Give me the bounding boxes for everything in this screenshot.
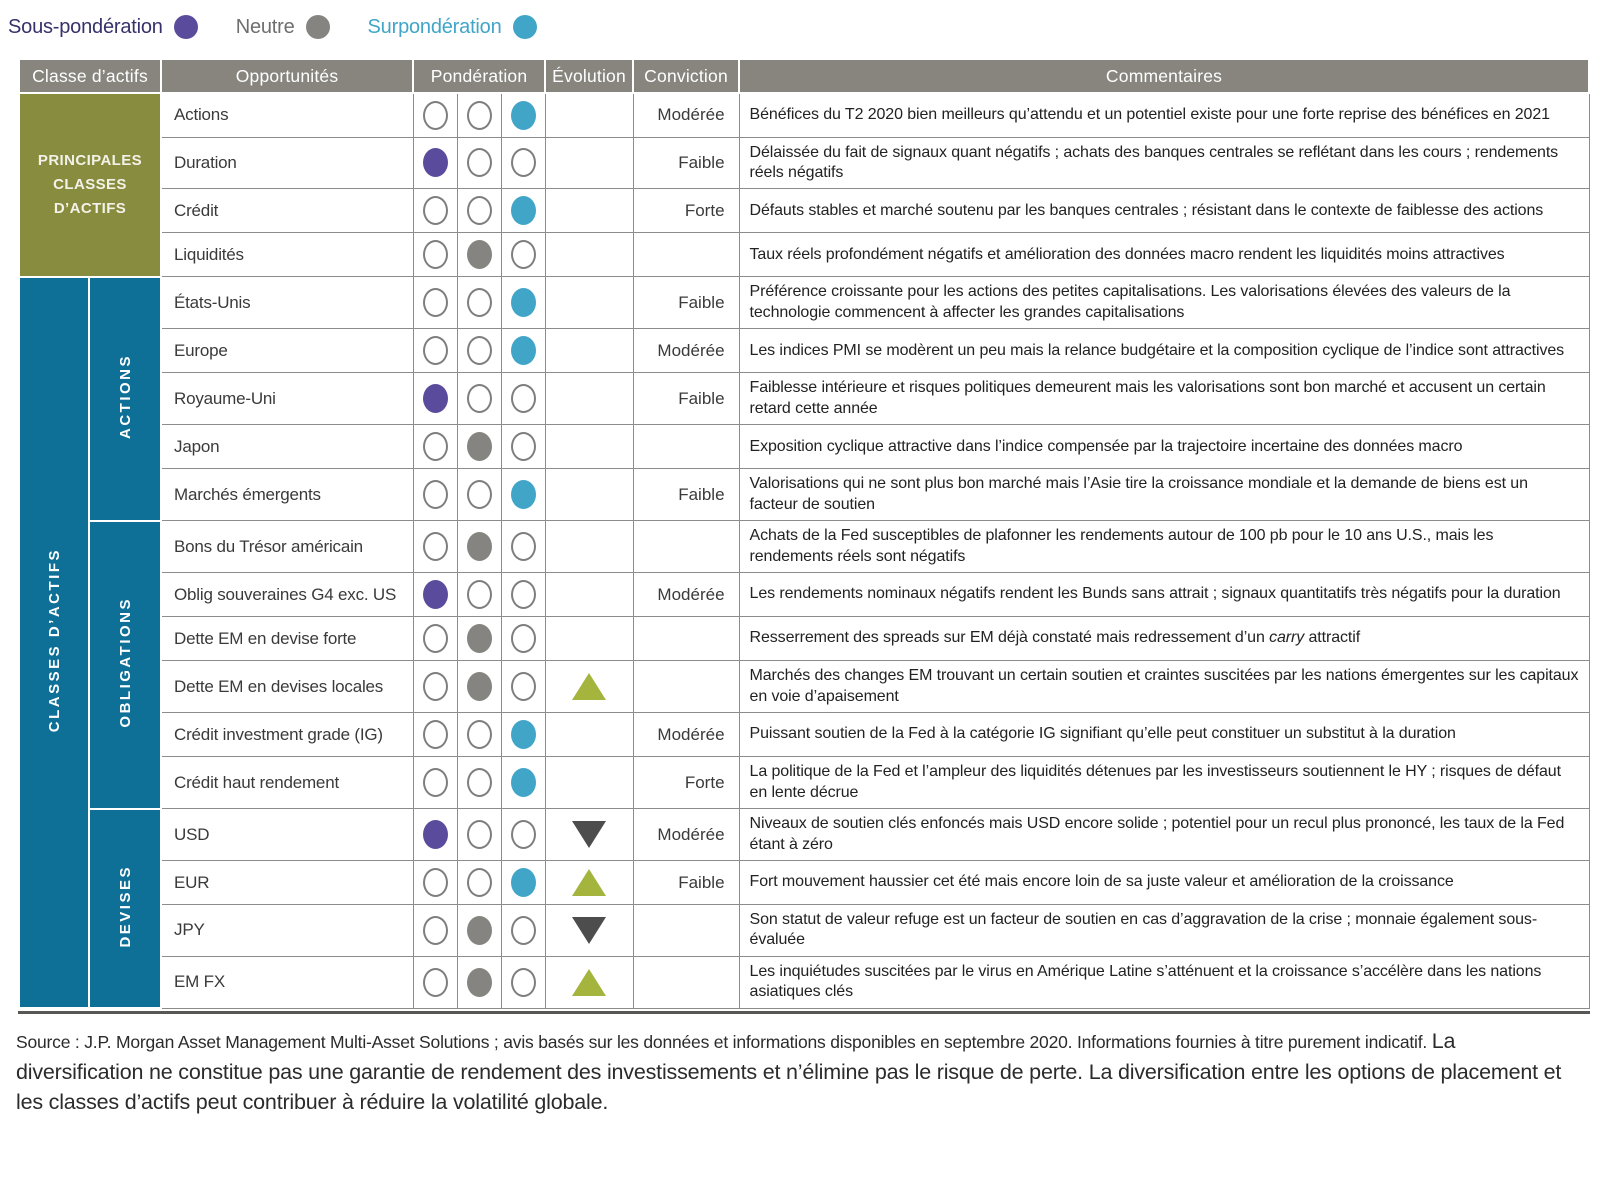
group-actions <box>89 277 161 521</box>
table-row <box>19 861 1589 905</box>
opportunity-label: Europe <box>161 329 413 373</box>
conviction-cell: Modérée <box>633 329 739 373</box>
table-bottom-rule <box>18 1011 1590 1014</box>
comment-cell: Niveaux de soutien clés enfoncés mais USD encore solide ; potentiel pour un recul plus prononcé, les taux de la Fed étant à zéro <box>739 809 1589 861</box>
under-weight-dot-icon <box>423 768 448 797</box>
table-row <box>19 573 1589 617</box>
weight-cell-neutral <box>457 521 501 573</box>
under-weight-dot-icon <box>423 624 448 653</box>
table-row <box>19 137 1589 189</box>
weight-cell-over <box>501 809 545 861</box>
opportunity-label: Bons du Trésor américain <box>161 521 413 573</box>
conviction-cell: Modérée <box>633 93 739 137</box>
weight-cell-under <box>413 425 457 469</box>
weight-cell-over <box>501 521 545 573</box>
weight-cell-over <box>501 661 545 713</box>
neutral-weight-dot-icon <box>467 532 492 561</box>
neutral-weight-dot-icon <box>467 432 492 461</box>
down-arrow-icon <box>572 821 606 848</box>
table-row <box>19 713 1589 757</box>
legend-item-under <box>8 15 198 39</box>
table-row <box>19 373 1589 425</box>
neutral-weight-dot-icon <box>467 720 492 749</box>
conviction-cell <box>633 521 739 573</box>
weight-cell-under <box>413 521 457 573</box>
neutral-weight-dot-icon <box>467 240 492 269</box>
neutral-weight-dot-icon <box>467 916 492 945</box>
weight-cell-over <box>501 617 545 661</box>
neutral-weight-dot-icon <box>467 480 492 509</box>
up-arrow-icon <box>572 869 606 896</box>
under-weight-dot-icon <box>423 432 448 461</box>
weight-cell-over <box>501 905 545 957</box>
comment-cell: Exposition cyclique attractive dans l’indice compensée par la trajectoire incertaine des données macro <box>739 425 1589 469</box>
conviction-cell: Forte <box>633 757 739 809</box>
under-weight-dot-icon <box>423 240 448 269</box>
over-weight-dot-icon <box>511 480 536 509</box>
under-weight-dot-icon <box>423 336 448 365</box>
under-weight-dot-icon <box>423 196 448 225</box>
group-label: CLASSES D’ACTIFS <box>45 548 63 733</box>
evolution-cell <box>545 329 633 373</box>
opportunity-label: États-Unis <box>161 277 413 329</box>
under-weight-dot-icon <box>423 820 448 849</box>
neutral-weight-dot-icon <box>306 15 330 39</box>
opportunity-label: EUR <box>161 861 413 905</box>
weight-cell-under <box>413 573 457 617</box>
comment-cell: Achats de la Fed susceptibles de plafonner les rendements autour de 100 pb pour le 10 ans U.S., mais les rendements réels sont négatifs <box>739 521 1589 573</box>
header-weighting: Pondération <box>413 59 545 93</box>
comment-cell: Valorisations qui ne sont plus bon marché mais l’Asie tire la croissance mondiale et la demande de biens est un facteur de soutien <box>739 469 1589 521</box>
group-label: DEVISES <box>116 864 134 948</box>
neutral-weight-dot-icon <box>467 820 492 849</box>
weight-cell-over <box>501 573 545 617</box>
over-weight-dot-icon <box>511 532 536 561</box>
evolution-cell <box>545 573 633 617</box>
group-obligations <box>89 521 161 809</box>
weight-cell-over <box>501 137 545 189</box>
evolution-cell <box>545 713 633 757</box>
opportunity-label: Liquidités <box>161 233 413 277</box>
table-row <box>19 521 1589 573</box>
under-weight-dot-icon <box>423 580 448 609</box>
neutral-weight-dot-icon <box>467 288 492 317</box>
weight-cell-over <box>501 425 545 469</box>
opportunity-label: EM FX <box>161 956 413 1008</box>
evolution-cell <box>545 617 633 661</box>
table-row <box>19 617 1589 661</box>
comment-cell: Taux réels profondément négatifs et amélioration des données macro rendent les liquidités moins attractives <box>739 233 1589 277</box>
comment-cell: Les inquiétudes suscitées par le virus en Amérique Latine s’atténuent et la croissance s’accélère dans les nations asiatiques clés <box>739 956 1589 1008</box>
under-weight-dot-icon <box>423 868 448 897</box>
table-header-row <box>19 59 1589 93</box>
conviction-cell: Modérée <box>633 573 739 617</box>
under-weight-dot-icon <box>423 101 448 130</box>
opportunity-label: Duration <box>161 137 413 189</box>
weight-cell-neutral <box>457 757 501 809</box>
legend-label-under: Sous-pondération <box>8 15 163 38</box>
weight-cell-neutral <box>457 137 501 189</box>
opportunity-label: Japon <box>161 425 413 469</box>
up-arrow-icon <box>572 969 606 996</box>
neutral-weight-dot-icon <box>467 768 492 797</box>
group-principales-classes-d-actifs <box>19 93 161 277</box>
weight-cell-neutral <box>457 661 501 713</box>
table-row <box>19 469 1589 521</box>
over-weight-dot-icon <box>511 432 536 461</box>
header-conviction: Conviction <box>633 59 739 93</box>
evolution-cell <box>545 469 633 521</box>
conviction-cell: Forte <box>633 189 739 233</box>
conviction-cell: Modérée <box>633 809 739 861</box>
neutral-weight-dot-icon <box>467 101 492 130</box>
weight-cell-neutral <box>457 905 501 957</box>
neutral-weight-dot-icon <box>467 968 492 997</box>
weight-cell-over <box>501 329 545 373</box>
neutral-weight-dot-icon <box>467 384 492 413</box>
weight-cell-neutral <box>457 189 501 233</box>
opportunity-label: Crédit <box>161 189 413 233</box>
over-weight-dot-icon <box>511 240 536 269</box>
evolution-cell <box>545 277 633 329</box>
legend-item-over <box>368 15 537 39</box>
under-weight-dot-icon <box>423 672 448 701</box>
weight-cell-over <box>501 373 545 425</box>
comment-cell: Délaissée du fait de signaux quant négatifs ; achats des banques centrales se reflétant dans les cours ; rendements réels négatifs <box>739 137 1589 189</box>
over-weight-dot-icon <box>511 672 536 701</box>
over-weight-dot-icon <box>511 336 536 365</box>
comment-cell: Marchés des changes EM trouvant un certain soutien et craintes suscitées par les nations émergentes sur les capitaux en voie d’apaisement <box>739 661 1589 713</box>
conviction-cell: Faible <box>633 373 739 425</box>
evolution-cell <box>545 137 633 189</box>
under-weight-dot-icon <box>423 968 448 997</box>
conviction-cell: Faible <box>633 469 739 521</box>
weight-cell-over <box>501 233 545 277</box>
weight-cell-under <box>413 137 457 189</box>
header-opportunities: Opportunités <box>161 59 413 93</box>
weight-cell-over <box>501 189 545 233</box>
weight-cell-under <box>413 469 457 521</box>
weight-cell-neutral <box>457 861 501 905</box>
weight-cell-over <box>501 861 545 905</box>
weight-cell-neutral <box>457 373 501 425</box>
group-label: PRINCIPALES CLASSES D’ACTIFS <box>37 151 143 217</box>
weight-cell-neutral <box>457 956 501 1008</box>
table-row <box>19 93 1589 137</box>
weight-cell-under <box>413 277 457 329</box>
under-weight-dot-icon <box>423 148 448 177</box>
comment-cell: Resserrement des spreads sur EM déjà constaté mais redressement d’un carry attractif <box>739 617 1589 661</box>
under-weight-dot-icon <box>423 720 448 749</box>
weight-cell-under <box>413 661 457 713</box>
weight-cell-over <box>501 757 545 809</box>
conviction-cell <box>633 425 739 469</box>
comment-cell: Bénéfices du T2 2020 bien meilleurs qu’attendu et un potentiel existe pour une forte reprise des bénéfices en 2021 <box>739 93 1589 137</box>
comment-cell: Son statut de valeur refuge est un facteur de soutien en cas d’aggravation de la crise ; monnaie également sous-évaluée <box>739 905 1589 957</box>
weight-cell-over <box>501 93 545 137</box>
weight-cell-neutral <box>457 233 501 277</box>
table-row <box>19 233 1589 277</box>
header-evolution: Évolution <box>545 59 633 93</box>
header-asset-class: Classe d’actifs <box>19 59 161 93</box>
group-devises <box>89 809 161 1009</box>
weight-cell-neutral <box>457 277 501 329</box>
under-weight-dot-icon <box>423 480 448 509</box>
legend-label-neutral: Neutre <box>235 15 295 38</box>
legend-item-neutral <box>236 15 330 39</box>
comment-cell: Les rendements nominaux négatifs rendent les Bunds sans attrait ; signaux quantitatifs très négatifs pour la duration <box>739 573 1589 617</box>
over-weight-dot-icon <box>511 820 536 849</box>
over-weight-dot-icon <box>511 148 536 177</box>
weight-cell-under <box>413 329 457 373</box>
weight-cell-under <box>413 373 457 425</box>
conviction-cell <box>633 617 739 661</box>
conviction-cell: Faible <box>633 137 739 189</box>
weight-cell-under <box>413 233 457 277</box>
over-weight-dot-icon <box>511 624 536 653</box>
comment-cell: Fort mouvement haussier cet été mais encore loin de sa juste valeur et amélioration de la croissance <box>739 861 1589 905</box>
table-row <box>19 956 1589 1008</box>
under-weight-dot-icon <box>423 384 448 413</box>
conviction-cell <box>633 661 739 713</box>
over-weight-dot-icon <box>511 196 536 225</box>
group-classes-d-actifs <box>19 277 89 1008</box>
comment-cell: Les indices PMI se modèrent un peu mais la relance budgétaire et la composition cyclique de l’indice sont attractives <box>739 329 1589 373</box>
weight-cell-under <box>413 861 457 905</box>
evolution-cell <box>545 233 633 277</box>
table-row <box>19 277 1589 329</box>
weight-cell-under <box>413 617 457 661</box>
under-weight-dot-icon <box>423 916 448 945</box>
weight-cell-under <box>413 809 457 861</box>
weight-cell-over <box>501 277 545 329</box>
comment-cell: Défauts stables et marché soutenu par les banques centrales ; résistant dans le contexte de faiblesse des actions <box>739 189 1589 233</box>
neutral-weight-dot-icon <box>467 148 492 177</box>
conviction-cell <box>633 233 739 277</box>
group-label: OBLIGATIONS <box>116 596 134 728</box>
evolution-cell <box>545 521 633 573</box>
comment-cell: La politique de la Fed et l’ampleur des liquidités détenues par les investisseurs soutiennent le HY ; risques de défaut en lente décrue <box>739 757 1589 809</box>
header-comments: Commentaires <box>739 59 1589 93</box>
neutral-weight-dot-icon <box>467 336 492 365</box>
table-row <box>19 661 1589 713</box>
evolution-cell <box>545 809 633 861</box>
evolution-cell <box>545 861 633 905</box>
evolution-cell <box>545 905 633 957</box>
weight-cell-neutral <box>457 617 501 661</box>
neutral-weight-dot-icon <box>467 196 492 225</box>
over-weight-dot-icon <box>511 768 536 797</box>
under-weight-dot-icon <box>423 532 448 561</box>
footer-note <box>16 1026 1576 1118</box>
disclaimer-text: La diversification ne constitue pas une garantie de rendement des investissements et n’élimine pas le risque de perte. La diversification entre les options de placement et les classes d’actifs peut contribuer à réduire la volatilité globale. <box>16 1029 1562 1115</box>
weight-cell-neutral <box>457 93 501 137</box>
over-weight-dot-icon <box>511 916 536 945</box>
weight-cell-neutral <box>457 713 501 757</box>
comment-cell: Puissant soutien de la Fed à la catégorie IG signifiant qu’elle peut constituer un substitut à la duration <box>739 713 1589 757</box>
weight-cell-under <box>413 905 457 957</box>
opportunity-label: Marchés émergents <box>161 469 413 521</box>
opportunity-label: USD <box>161 809 413 861</box>
table-row <box>19 905 1589 957</box>
weight-cell-neutral <box>457 573 501 617</box>
asset-table-body <box>19 93 1589 1008</box>
opportunity-label: Dette EM en devises locales <box>161 661 413 713</box>
weight-cell-neutral <box>457 469 501 521</box>
weight-cell-over <box>501 713 545 757</box>
over-weight-dot-icon <box>511 868 536 897</box>
table-row <box>19 757 1589 809</box>
opportunity-label: JPY <box>161 905 413 957</box>
weight-cell-under <box>413 757 457 809</box>
table-row <box>19 189 1589 233</box>
over-weight-dot-icon <box>511 580 536 609</box>
down-arrow-icon <box>572 917 606 944</box>
neutral-weight-dot-icon <box>467 868 492 897</box>
neutral-weight-dot-icon <box>467 672 492 701</box>
table-row <box>19 329 1589 373</box>
neutral-weight-dot-icon <box>467 624 492 653</box>
under-weight-dot-icon <box>174 15 198 39</box>
weight-cell-neutral <box>457 809 501 861</box>
conviction-cell: Modérée <box>633 713 739 757</box>
table-row <box>19 425 1589 469</box>
over-weight-dot-icon <box>511 101 536 130</box>
evolution-cell <box>545 189 633 233</box>
weight-cell-neutral <box>457 425 501 469</box>
opportunity-label: Actions <box>161 93 413 137</box>
over-weight-dot-icon <box>511 968 536 997</box>
conviction-cell <box>633 905 739 957</box>
weight-cell-under <box>413 956 457 1008</box>
over-weight-dot-icon <box>511 720 536 749</box>
conviction-cell: Faible <box>633 277 739 329</box>
opportunity-label: Dette EM en devise forte <box>161 617 413 661</box>
table-row <box>19 809 1589 861</box>
weight-cell-under <box>413 713 457 757</box>
over-weight-dot-icon <box>511 288 536 317</box>
legend-label-over: Surpondération <box>367 15 502 38</box>
weight-cell-over <box>501 469 545 521</box>
up-arrow-icon <box>572 673 606 700</box>
conviction-cell: Faible <box>633 861 739 905</box>
evolution-cell <box>545 373 633 425</box>
evolution-cell <box>545 661 633 713</box>
weight-cell-over <box>501 956 545 1008</box>
comment-cell: Faiblesse intérieure et risques politiques demeurent mais les valorisations sont bon marché et accusent un certain retard cette année <box>739 373 1589 425</box>
evolution-cell <box>545 93 633 137</box>
evolution-cell <box>545 956 633 1008</box>
group-label: ACTIONS <box>116 353 134 439</box>
over-weight-dot-icon <box>513 15 537 39</box>
opportunity-label: Crédit haut rendement <box>161 757 413 809</box>
evolution-cell <box>545 757 633 809</box>
conviction-cell <box>633 956 739 1008</box>
asset-allocation-table <box>18 58 1590 1009</box>
under-weight-dot-icon <box>423 288 448 317</box>
source-text: Source : J.P. Morgan Asset Management Multi-Asset Solutions ; avis basés sur les données et informations disponibles en septembre 2020. Informations fournies à titre purement indicatif. <box>16 1032 1432 1053</box>
weight-cell-under <box>413 189 457 233</box>
opportunity-label: Crédit investment grade (IG) <box>161 713 413 757</box>
evolution-cell <box>545 425 633 469</box>
neutral-weight-dot-icon <box>467 580 492 609</box>
comment-cell: Préférence croissante pour les actions des petites capitalisations. Les valorisations élevées des valeurs de la technologie commencent à affecter les grandes capitalisations <box>739 277 1589 329</box>
weight-cell-neutral <box>457 329 501 373</box>
opportunity-label: Royaume-Uni <box>161 373 413 425</box>
opportunity-label: Oblig souveraines G4 exc. US <box>161 573 413 617</box>
weight-cell-under <box>413 93 457 137</box>
over-weight-dot-icon <box>511 384 536 413</box>
legend-bar <box>8 10 1590 44</box>
